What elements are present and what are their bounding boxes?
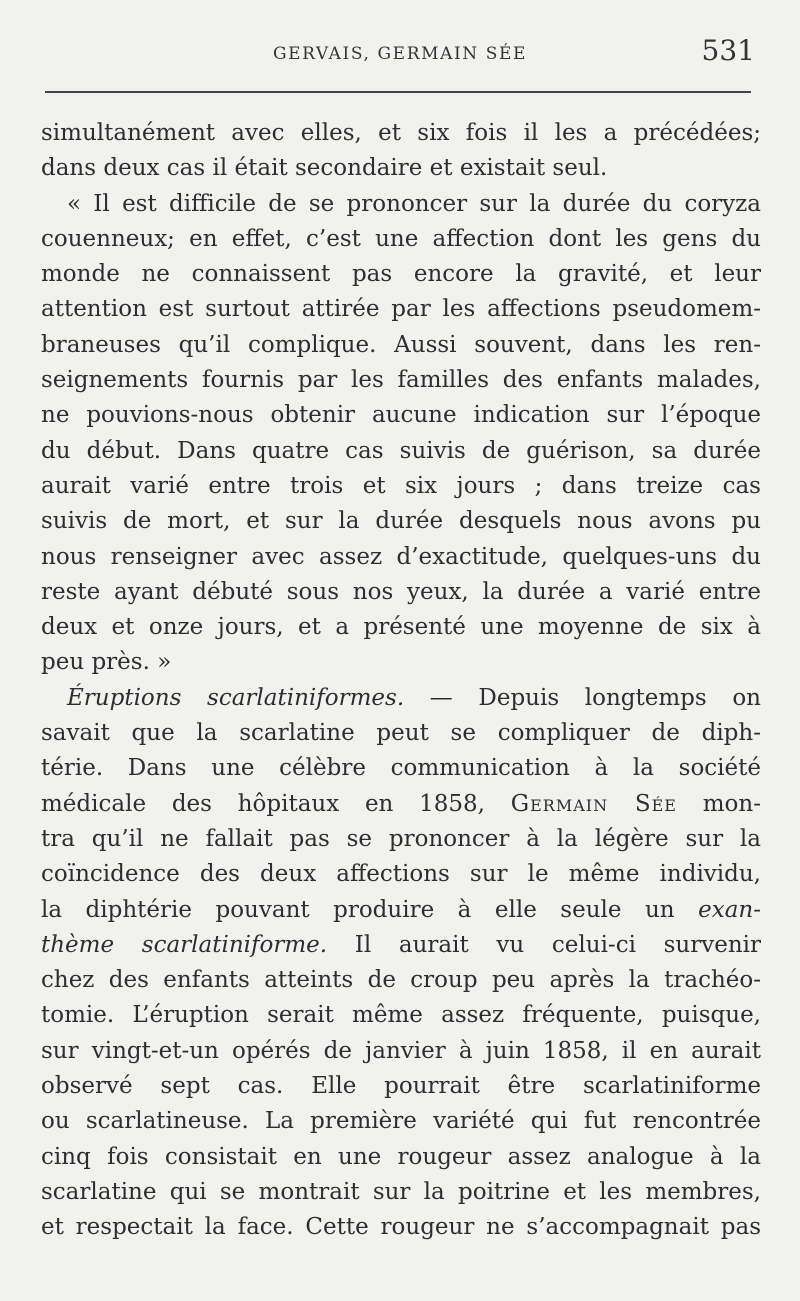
text-line [41, 893, 761, 928]
body-text [41, 116, 761, 1246]
text-line: cinq fois consistait en une rougeur assez analogue à la [41, 1143, 761, 1170]
text-line: reste ayant débuté sous nos yeux, la durée a varié entre [41, 578, 761, 605]
text-fragment: — Depuis longtemps on [404, 684, 761, 711]
text-line: savait que la scarlatine peut se compliquer de diph- [41, 720, 761, 747]
running-head: GERVAIS, GERMAIN SÉE [272, 44, 528, 64]
text-line: deux et onze jours, et a présenté une moyenne de six à [41, 614, 761, 641]
text-line: et respectait la face. Cette rougeur ne s’accompagnait pas [41, 1214, 761, 1241]
text-line: térie. Dans une célèbre communication à la société [41, 755, 761, 782]
italic-term: exan- [698, 896, 761, 923]
page-number: 531 [701, 34, 755, 67]
section-heading: Éruptions scarlatiniformes. [67, 684, 405, 711]
text-line: nous renseigner avec assez d’exactitude, quelques-uns du [41, 543, 761, 570]
text-line: dans deux cas il était secondaire et existait seul. [41, 155, 608, 182]
text-line: coïncidence des deux affections sur le même individu, [41, 861, 761, 888]
header-rule [45, 91, 751, 93]
text-line [41, 681, 761, 716]
text-line: chez des enfants atteints de croup peu après la trachéo- [41, 967, 761, 994]
text-line: aurait varié entre trois et six jours ; dans treize cas [41, 472, 761, 499]
text-line: ou scarlatineuse. La première variété qui fut rencontrée [41, 1108, 761, 1135]
text-line: suivis de mort, et sur la durée desquels nous avons pu [41, 508, 761, 535]
text-line: simultanément avec elles, et six fois il les a précédées; [41, 120, 761, 146]
text-line: attention est surtout attirée par les affections pseudomem- [41, 296, 761, 323]
text-line: tomie. L’éruption serait même assez fréquente, puisque, [41, 1002, 761, 1029]
text-line: scarlatine qui se montrait sur la poitrine et les membres, [41, 1178, 761, 1205]
text-line: du début. Dans quatre cas suivis de guérison, sa durée [41, 437, 761, 464]
page-header [0, 34, 800, 70]
author-name: Germain Sée [510, 790, 677, 817]
italic-term: thème scarlatiniforme. [41, 931, 328, 958]
text-line: couenneux; en effet, c’est une affection dont les gens du [41, 225, 761, 252]
text-line: sur vingt-et-un opérés de janvier à juin 1858, il en aurait [41, 1037, 761, 1064]
text-fragment: médicale des hôpitaux en 1858, [41, 790, 511, 817]
text-line: monde ne connaissent pas encore la gravité, et leur [41, 261, 761, 288]
text-line [41, 787, 761, 822]
text-line: tra qu’il ne fallait pas se prononcer à la légère sur la [41, 825, 761, 852]
text-line: peu près. » [41, 649, 172, 676]
text-line: braneuses qu’il complique. Aussi souvent, dans les ren- [41, 331, 761, 358]
text-line: seignements fournis par les familles des enfants malades, [41, 367, 761, 394]
text-line [41, 928, 761, 963]
text-fragment: Il aurait vu celui-ci survenir [327, 931, 761, 958]
text-fragment: mon- [676, 790, 761, 817]
text-fragment: la diphtérie pouvant produire à elle seule un [41, 896, 699, 923]
text-line: ne pouvions-nous obtenir aucune indication sur l’époque [41, 402, 761, 429]
text-line: observé sept cas. Elle pourrait être scarlatiniforme [41, 1073, 761, 1100]
text-line: « Il est difficile de se prononcer sur la durée du coryza [67, 190, 761, 217]
